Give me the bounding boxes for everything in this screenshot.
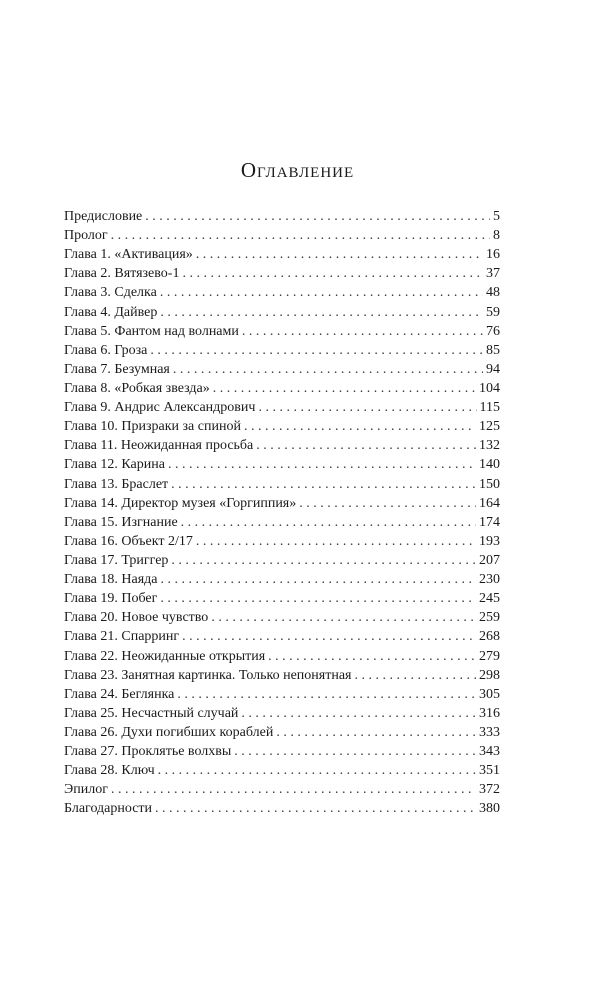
toc-entry-page: 5 [493,209,500,224]
table-of-contents [64,207,500,819]
toc-entry[interactable] [64,627,500,646]
toc-entry-page: 351 [479,763,500,779]
toc-entry-page: 104 [479,380,500,396]
toc-entry-label: Глава 28. Ключ [64,763,155,779]
toc-entry[interactable] [64,283,500,302]
toc-entry[interactable] [64,226,500,245]
toc-entry[interactable] [64,780,500,799]
toc-entry-label: Глава 4. Дайвер [64,304,158,320]
toc-entry-label: Глава 11. Неожиданная просьба [64,438,254,454]
toc-entry-label: Глава 26. Духи погибших кораблей [64,724,274,740]
dot-leader [268,647,476,666]
toc-entry-page: 125 [479,419,500,435]
toc-entry-page: 37 [486,266,500,282]
toc-entry[interactable] [64,723,500,742]
toc-entry[interactable] [64,666,500,685]
toc-entry-label: Глава 7. Безумная [64,361,170,377]
dot-leader [160,303,483,322]
toc-entry-page: 343 [479,744,500,760]
dot-leader [355,666,477,685]
dot-leader [258,398,476,417]
toc-entry-label: Глава 13. Браслет [64,476,169,492]
toc-entry-label: Предисловие [64,209,143,224]
toc-entry[interactable] [64,532,500,551]
toc-entry-page: 8 [493,228,500,244]
toc-entry-page: 16 [486,247,500,263]
toc-entry-label: Глава 1. «Активация» [64,247,193,263]
toc-entry[interactable] [64,245,500,264]
toc-entry-page: 268 [479,629,500,645]
page-title: Оглавление [240,158,355,182]
toc-entry-label: Глава 20. Новое чувство [64,610,209,626]
dot-leader [168,455,476,474]
toc-entry[interactable] [64,264,500,283]
toc-entry[interactable] [64,303,500,322]
dot-leader [213,379,476,398]
toc-entry[interactable] [64,551,500,570]
dot-leader [145,207,490,226]
toc-entry-label: Благодарности [64,801,153,817]
dot-leader [211,608,476,627]
toc-entry-page: 59 [486,304,500,320]
toc-entry-page: 279 [479,648,500,664]
toc-entry-page: 48 [486,285,500,301]
toc-entry[interactable] [64,647,500,666]
toc-entry-page: 94 [486,361,500,377]
toc-entry-label: Глава 9. Андрис Александрович [64,400,256,416]
dot-leader [182,627,476,646]
toc-entry-page: 245 [479,591,500,607]
dot-leader [150,341,483,360]
toc-entry[interactable] [64,475,500,494]
dot-leader [160,570,476,589]
toc-entry-label: Пролог [64,228,108,244]
toc-entry-label: Глава 15. Изгнание [64,514,178,530]
toc-entry-page: 298 [479,667,500,683]
toc-entry-label: Глава 18. Наяда [64,572,158,588]
toc-entry[interactable] [64,799,500,818]
dot-leader [177,685,476,704]
toc-entry-page: 132 [479,438,500,454]
toc-entry[interactable] [64,589,500,608]
dot-leader [171,475,476,494]
toc-entry-label: Глава 25. Несчастный случай [64,705,239,721]
toc-entry-label: Глава 10. Призраки за спиной [64,419,241,435]
toc-entry[interactable] [64,455,500,474]
toc-entry[interactable] [64,341,500,360]
dot-leader [196,245,483,264]
toc-entry-page: 316 [479,705,500,721]
toc-entry[interactable] [64,494,500,513]
dot-leader [160,589,476,608]
toc-entry-label: Глава 22. Неожиданные открытия [64,648,266,664]
toc-entry-page: 193 [479,533,500,549]
toc-entry-page: 85 [486,342,500,358]
dot-leader [299,494,476,513]
toc-entry[interactable] [64,608,500,627]
dot-leader [234,742,476,761]
dot-leader [171,551,476,570]
toc-entry-page: 76 [486,323,500,339]
toc-entry-label: Глава 2. Вятязево-1 [64,266,180,282]
toc-entry[interactable] [64,513,500,532]
toc-entry-label: Глава 27. Проклятье волхвы [64,744,232,760]
toc-entry[interactable] [64,398,500,417]
toc-entry-page: 164 [479,495,500,511]
toc-entry[interactable] [64,436,500,455]
dot-leader [276,723,476,742]
dot-leader [111,226,490,245]
toc-entry-label: Глава 14. Директор музея «Горгиппия» [64,495,297,511]
toc-entry-label: Глава 24. Беглянка [64,686,175,702]
toc-entry-label: Эпилог [64,782,108,798]
toc-entry[interactable] [64,742,500,761]
toc-entry[interactable] [64,379,500,398]
dot-leader [160,283,483,302]
toc-entry[interactable] [64,685,500,704]
toc-entry-page: 174 [479,514,500,530]
toc-entry-label: Глава 23. Занятная картинка. Только непонятная [64,667,352,683]
toc-entry-page: 333 [479,724,500,740]
toc-entry-page: 150 [479,476,500,492]
toc-entry-page: 372 [479,782,500,798]
toc-entry-label: Глава 3. Сделка [64,285,157,301]
toc-entry[interactable] [64,360,500,379]
toc-entry[interactable] [64,761,500,780]
toc-entry-page: 115 [479,400,500,416]
toc-entry-page: 207 [479,552,500,568]
toc-entry-label: Глава 16. Объект 2/17 [64,533,193,549]
toc-entry-page: 230 [479,572,500,588]
toc-entry[interactable] [64,322,500,341]
toc-entry-page: 140 [479,457,500,473]
toc-entry-label: Глава 17. Триггер [64,552,169,568]
toc-entry-label: Глава 5. Фантом над волнами [64,323,239,339]
dot-leader [158,761,476,780]
dot-leader [256,436,476,455]
toc-entry[interactable] [64,570,500,589]
dot-leader [182,264,483,283]
dot-leader [244,417,476,436]
toc-entry-label: Глава 21. Спарринг [64,629,180,645]
dot-leader [242,322,483,341]
dot-leader [241,704,476,723]
toc-entry-label: Глава 8. «Робкая звезда» [64,380,210,396]
dot-leader [173,360,483,379]
toc-entry-page: 305 [479,686,500,702]
toc-entry[interactable] [64,704,500,723]
toc-entry-label: Глава 19. Побег [64,591,158,607]
toc-entry[interactable] [64,207,500,226]
toc-entry-page: 259 [479,610,500,626]
dot-leader [196,532,476,551]
toc-entry-page: 380 [479,801,500,817]
dot-leader [181,513,476,532]
toc-entry[interactable] [64,417,500,436]
toc-entry-label: Глава 12. Карина [64,457,165,473]
toc-entry-label: Глава 6. Гроза [64,342,148,358]
dot-leader [111,780,476,799]
dot-leader [155,799,476,818]
